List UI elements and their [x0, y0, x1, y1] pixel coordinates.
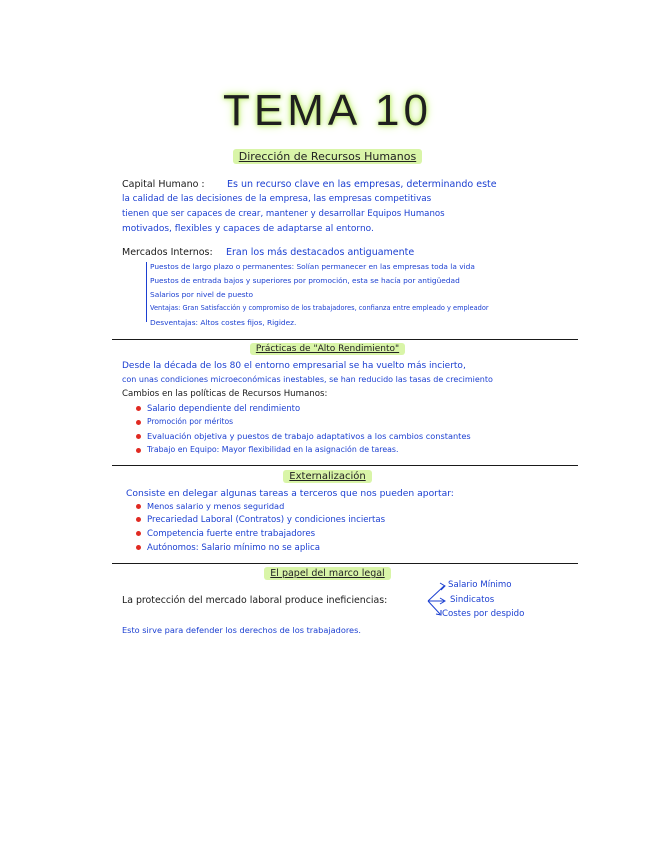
mercados-item: Puestos de largo plazo o permanentes: Solían permanecer en las empresas toda la vida — [150, 262, 475, 271]
bullet-icon — [136, 420, 141, 425]
bullet-icon — [136, 434, 141, 439]
capital-line-3: tienen que ser capaces de crear, mantener y desarrollar Equipos Humanos — [122, 209, 445, 219]
capital-line-1: Es un recurso clave en las empresas, determinando este — [227, 179, 497, 190]
section-heading-marco-legal: El papel del marco legal — [0, 568, 655, 579]
mercados-tree-line — [146, 262, 147, 322]
cambios-item: Salario dependiente del rendimiento — [136, 403, 300, 413]
bullet-icon — [136, 504, 141, 509]
divider — [112, 563, 578, 564]
cambios-item: Evaluación objetiva y puestos de trabajo adaptativos a los cambios constantes — [136, 431, 471, 441]
mercados-item: Desventajas: Altos costes fijos, Rigidez. — [150, 318, 297, 327]
mercados-internos-label: Mercados Internos: — [122, 247, 213, 258]
externalizacion-item: Precariedad Laboral (Contratos) y condiciones inciertas — [136, 515, 385, 525]
bullet-icon — [136, 531, 141, 536]
bullet-icon — [136, 545, 141, 550]
externalizacion-item: Menos salario y menos seguridad — [136, 501, 284, 511]
capital-line-2: la calidad de las decisiones de la empresa, las empresas competitivas — [122, 194, 432, 204]
mercados-item: Ventajas: Gran Satisfacción y compromiso de los trabajadores, confianza entre empleado y empleador — [150, 304, 489, 312]
cambios-item: Promoción por méritos — [136, 417, 233, 426]
externalizacion-item: Autónomos: Salario mínimo no se aplica — [136, 543, 320, 553]
divider — [112, 339, 578, 340]
capital-humano-label: Capital Humano : — [122, 179, 205, 190]
arrow-down-icon — [428, 601, 440, 614]
externalizacion-intro: Consiste en delegar algunas tareas a terceros que nos pueden aportar: — [126, 488, 454, 499]
marco-legal-footer: Esto sirve para defender los derechos de los trabajadores. — [122, 625, 361, 635]
section-heading-alto-rendimiento: Prácticas de "Alto Rendimiento" — [0, 344, 655, 354]
branch-item: Sindicatos — [450, 595, 495, 605]
bullet-icon — [136, 406, 141, 411]
section-heading-rrhh: Dirección de Recursos Humanos — [0, 150, 655, 163]
cambios-item: Trabajo en Equipo: Mayor flexibilidad en la asignación de tareas. — [136, 445, 398, 454]
section-heading-externalizacion: Externalización — [0, 471, 655, 482]
bullet-icon — [136, 517, 141, 522]
marco-legal-statement: La protección del mercado laboral produce ineficiencias: — [122, 595, 388, 606]
capital-line-4: motivados, flexibles y capaces de adaptarse al entorno. — [122, 224, 374, 234]
mercados-item: Puestos de entrada bajos y superiores por promoción, esta se hacía por antigüedad — [150, 276, 460, 285]
externalizacion-item: Competencia fuerte entre trabajadores — [136, 529, 315, 539]
divider — [112, 465, 578, 466]
page-title: TEMA 10 — [223, 86, 432, 135]
bullet-icon — [136, 448, 141, 453]
branch-item: Salario Mínimo — [448, 580, 512, 590]
branch-item: Costes por despido — [442, 609, 525, 619]
mercados-internos-text: Eran los más destacados antiguamente — [226, 247, 415, 258]
alto-rendimiento-line-2: con unas condiciones microeconómicas inestables, se han reducido las tasas de crecimiento — [122, 375, 493, 384]
mercados-item: Salarios por nivel de puesto — [150, 290, 254, 299]
alto-rendimiento-line-1: Desde la década de los 80 el entorno empresarial se ha vuelto más incierto, — [122, 361, 466, 371]
cambios-label: Cambios en las políticas de Recursos Humanos: — [122, 389, 328, 399]
